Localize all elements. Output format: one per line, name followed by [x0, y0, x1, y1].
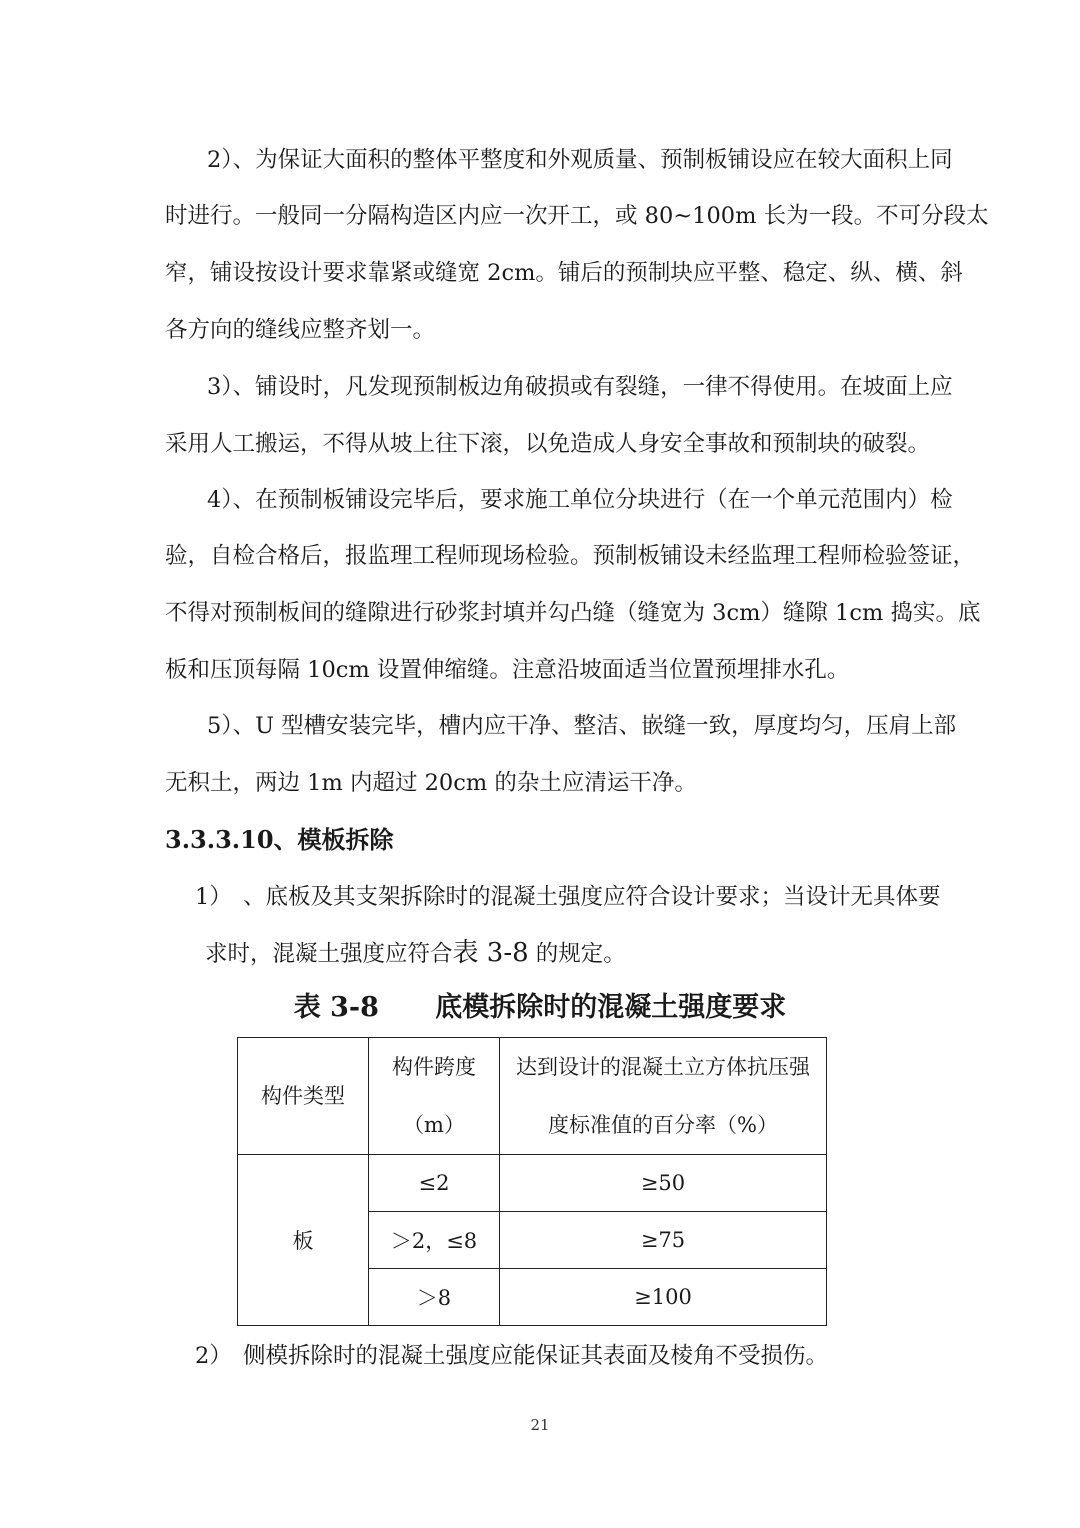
header-span	[369, 1038, 500, 1155]
paragraph-5-line-2: 无积土，两边 1m 内超过 20cm 的杂土应清运干净。	[165, 770, 697, 796]
table-caption: 表 3-8 底模拆除时的混凝土强度要求	[293, 992, 787, 1023]
item-1-number: 1）	[195, 884, 232, 910]
cell-span: ≤2	[369, 1155, 500, 1212]
strength-table	[237, 1037, 827, 1326]
cell-percentage: ≥100	[500, 1269, 827, 1326]
table-reference: 表 3-8	[452, 938, 529, 968]
paragraph-3-line-2: 采用人工搬运，不得从坡上往下滚，以免造成人身安全事故和预制块的破裂。	[165, 431, 931, 457]
table-header-row	[238, 1038, 827, 1155]
item-2-text: 侧模拆除时的混凝土强度应能保证其表面及棱角不受损伤。	[243, 1343, 829, 1369]
section-heading: 3.3.3.10、模板拆除	[165, 825, 394, 854]
paragraph-5-line-1: 5）、U 型槽安装完毕，槽内应干净、整洁、嵌缝一致，厚度均匀，压肩上部	[207, 713, 957, 739]
paragraph-2-line-3: 窄，铺设按设计要求靠紧或缝宽 2cm。铺后的预制块应平整、稳定、纵、横、斜	[165, 260, 963, 286]
header-percentage	[500, 1038, 827, 1155]
header-span-line-2: （m）	[403, 1113, 465, 1137]
table-row	[238, 1155, 827, 1212]
cell-percentage: ≥50	[500, 1155, 827, 1212]
paragraph-2-line-1: 2）、为保证大面积的整体平整度和外观质量、预制板铺设应在较大面积上同	[207, 147, 953, 173]
item-1-text-a: 求时，混凝土强度应符合	[205, 941, 453, 967]
paragraph-4-line-1: 4）、在预制板铺设完毕后，要求施工单位分块进行（在一个单元范围内）检	[207, 487, 953, 513]
header-percentage-line-2: 度标准值的百分率（%）	[548, 1113, 778, 1137]
header-member-type: 构件类型	[238, 1038, 369, 1155]
cell-percentage: ≥75	[500, 1212, 827, 1269]
cell-span: ＞8	[369, 1269, 500, 1326]
cell-span: ＞2，≤8	[369, 1212, 500, 1269]
header-percentage-line-1: 达到设计的混凝土立方体抗压强	[516, 1055, 810, 1079]
paragraph-2-line-2: 时进行。一般同一分隔构造区内应一次开工，或 80~100m 长为一段。不可分段太	[165, 203, 989, 229]
paragraph-2-line-4: 各方向的缝线应整齐划一。	[165, 317, 436, 343]
cell-member: 板	[238, 1155, 369, 1326]
item-2-number: 2）	[195, 1343, 232, 1369]
header-span-line-1: 构件跨度	[392, 1055, 476, 1079]
paragraph-4-line-2: 验，自检合格后，报监理工程师现场检验。预制板铺设未经监理工程师检验签证，	[165, 543, 976, 569]
paragraph-3-line-1: 3）、铺设时，凡发现预制板边角破损或有裂缝，一律不得使用。在坡面上应	[207, 374, 953, 400]
paragraph-4-line-4: 板和压顶每隔 10cm 设置伸缩缝。注意沿坡面适当位置预埋排水孔。	[165, 657, 850, 683]
paragraph-4-line-3: 不得对预制板间的缝隙进行砂浆封填并勾凸缝（缝宽为 3cm）缝隙 1cm 捣实。底	[165, 600, 981, 626]
item-1-text-c: 的规定。	[528, 941, 626, 967]
item-1-line-2	[205, 938, 626, 969]
page-number: 21	[530, 1416, 550, 1434]
item-1-line-1: 、底板及其支架拆除时的混凝土强度应符合设计要求；当设计无具体要	[243, 884, 941, 910]
